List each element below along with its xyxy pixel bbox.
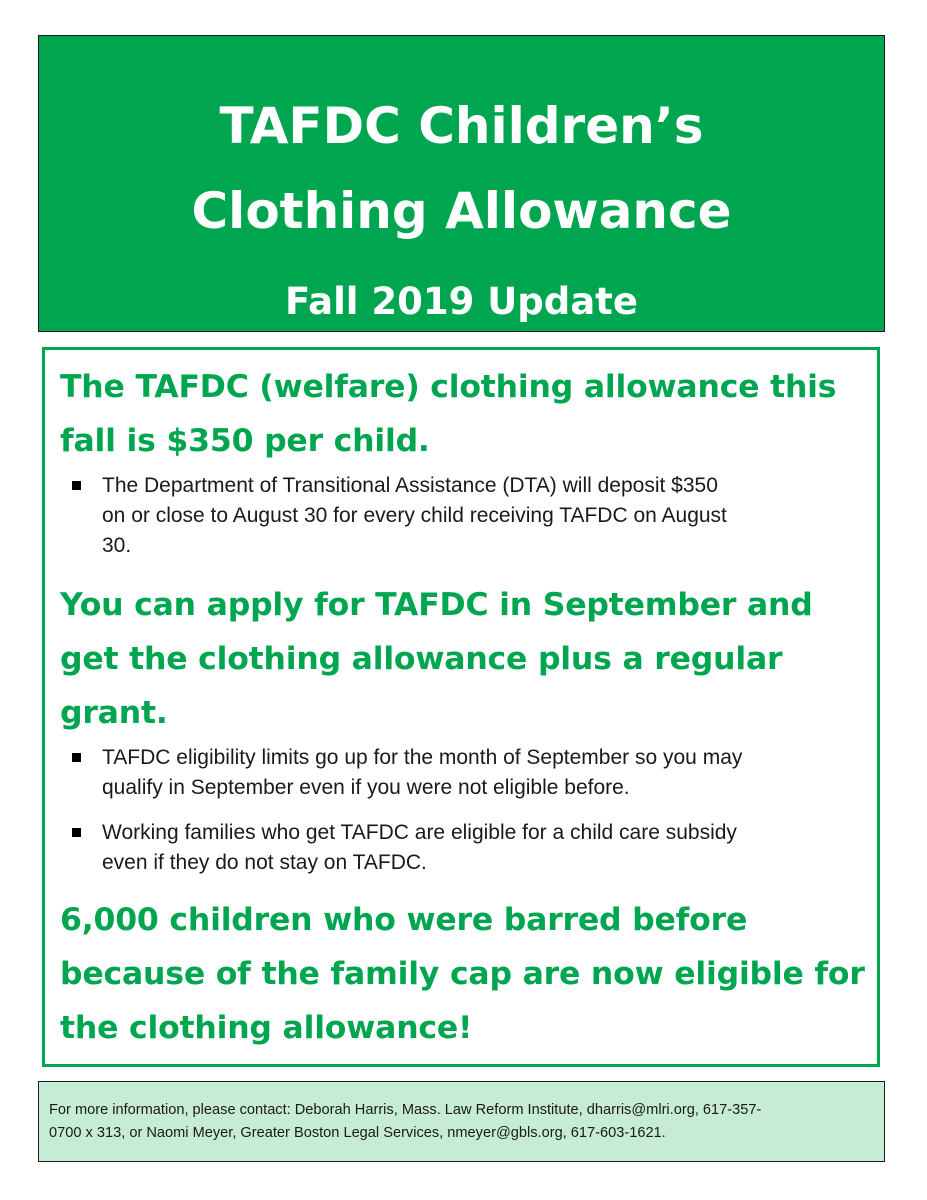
bullet-line: 30. — [102, 534, 132, 557]
section-heading — [60, 893, 865, 1055]
bullet-line: on or close to August 30 for every child receiving TAFDC on August — [102, 504, 727, 527]
heading-line: 6,000 children who were barred before — [60, 902, 748, 938]
contact-footer — [38, 1081, 885, 1162]
title-banner — [38, 35, 885, 332]
section-heading — [60, 360, 836, 468]
page-title-line: TAFDC Children’s — [219, 97, 704, 155]
bullet-line: Working families who get TAFDC are eligible for a child care subsidy — [102, 821, 737, 844]
contact-info — [49, 1099, 761, 1145]
bullet-list — [45, 471, 877, 561]
heading-line: because of the family cap are now eligible for — [60, 956, 865, 992]
page-subtitle: Fall 2019 Update — [285, 280, 638, 323]
list-item — [45, 743, 877, 803]
bullet-line: The Department of Transitional Assistance (DTA) will deposit $350 — [102, 474, 718, 497]
heading-line: You can apply for TAFDC in September and — [60, 587, 813, 623]
heading-line: get the clothing allowance plus a regular — [60, 641, 783, 677]
square-bullet-icon — [72, 481, 81, 490]
bullet-line: even if they do not stay on TAFDC. — [102, 851, 427, 874]
page-title — [39, 84, 884, 254]
bullet-list — [45, 743, 877, 878]
bullet-line: TAFDC eligibility limits go up for the month of September so you may — [102, 746, 743, 769]
heading-line: grant. — [60, 695, 168, 731]
page-title-line: Clothing Allowance — [191, 182, 732, 240]
contact-line: 0700 x 313, or Naomi Meyer, Greater Boston Legal Services, nmeyer@gbls.org, 617-603-1621. — [49, 1125, 666, 1141]
list-item — [45, 818, 877, 878]
section-heading — [60, 578, 813, 740]
square-bullet-icon — [72, 753, 81, 762]
list-item — [45, 471, 877, 561]
bullet-line: qualify in September even if you were not eligible before. — [102, 776, 630, 799]
square-bullet-icon — [72, 828, 81, 837]
heading-line: The TAFDC (welfare) clothing allowance this — [60, 369, 837, 405]
heading-line: the clothing allowance! — [60, 1010, 473, 1046]
main-content-panel — [42, 347, 880, 1067]
heading-line: fall is $350 per child. — [60, 423, 430, 459]
contact-line: For more information, please contact: Deborah Harris, Mass. Law Reform Institute, dharris@mlri.org, 617-357- — [49, 1102, 762, 1118]
